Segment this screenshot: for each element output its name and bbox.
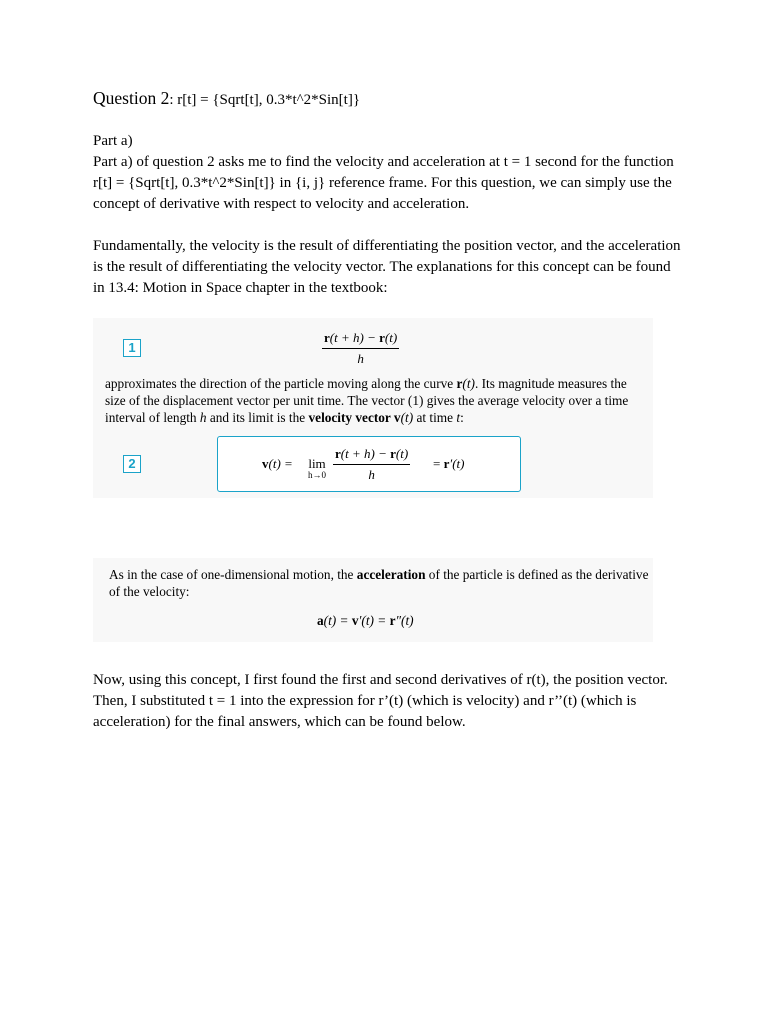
text-run: at time bbox=[413, 410, 457, 425]
fraction-numerator bbox=[322, 330, 399, 349]
velocity-definition-equation bbox=[217, 436, 521, 492]
equation-rhs bbox=[433, 456, 465, 472]
question-label: Question 2 bbox=[93, 88, 170, 108]
paragraph-method-text: Now, using this concept, I first found the first and second derivatives of r(t), the position vector. Then, I substituted t = 1 into the expression for r’(t) (which is velocity) and r’’(t) (which is acceleration) for the final answers, which can be found below. bbox=[93, 672, 668, 730]
limit-operator bbox=[308, 456, 326, 480]
text-run: : bbox=[460, 410, 464, 425]
vector-a: a bbox=[317, 613, 324, 628]
vector-r: r bbox=[389, 613, 396, 628]
equation-number-badge: 1 bbox=[123, 339, 141, 357]
text-run: ″(t) bbox=[395, 613, 414, 628]
textbook-paragraph bbox=[105, 375, 645, 426]
equation-number-badge: 2 bbox=[123, 455, 141, 473]
question-title bbox=[93, 88, 360, 109]
vector-r: r bbox=[335, 446, 341, 461]
limit-subscript: h→0 bbox=[308, 470, 326, 480]
numerator-part: (t) bbox=[384, 330, 398, 345]
equation-lhs bbox=[262, 456, 293, 472]
fraction-numerator bbox=[333, 446, 410, 465]
vector-v: v bbox=[390, 410, 401, 425]
text-run: ′(t) bbox=[449, 456, 465, 471]
textbook-excerpt-velocity bbox=[93, 318, 653, 498]
paragraph-concept-text: Fundamentally, the velocity is the result of differentiating the position vector, and the acceleration is the result of differentiating the velocity vector. The explanations for this concept can be found in 13.4: Motion in Space chapter in the textbook: bbox=[93, 238, 681, 296]
paragraph-concept bbox=[93, 236, 683, 299]
paragraph-intro bbox=[93, 152, 683, 215]
vector-r: r bbox=[390, 446, 396, 461]
text-run: and its limit is the bbox=[206, 410, 309, 425]
text-run: (t) = bbox=[323, 613, 352, 628]
acceleration-definition-equation bbox=[317, 613, 414, 629]
numerator-part: (t) bbox=[395, 446, 409, 461]
text-run: ′(t) = bbox=[358, 613, 390, 628]
text-run: As in the case of one-dimensional motion, the bbox=[109, 567, 357, 582]
text-run: (t) = bbox=[268, 456, 293, 471]
fraction-denominator: h bbox=[368, 467, 375, 482]
fraction-denominator: h bbox=[357, 351, 364, 366]
term-velocity-vector: velocity vector bbox=[308, 410, 391, 425]
variable-t: t bbox=[456, 410, 461, 425]
numerator-part: (t + h) − bbox=[329, 330, 380, 345]
text-run: approximates the direction of the particle moving along the curve bbox=[105, 376, 457, 391]
vector-r: r bbox=[456, 376, 463, 391]
text-run: (t) bbox=[400, 410, 414, 425]
textbook-paragraph bbox=[109, 566, 649, 600]
paragraph-intro-text: Part a) of question 2 asks me to find the velocity and acceleration at t = 1 second for the function r[t] = {Sqrt[t], 0.3*t^2*Sin[t]} in {i, j} reference frame. For this question, we can simply use the concept of derivative with respect to velocity and acceleration. bbox=[93, 154, 674, 212]
difference-quotient bbox=[322, 330, 399, 367]
question-function: : r[t] = {Sqrt[t], 0.3*t^2*Sin[t]} bbox=[169, 92, 361, 108]
vector-r: r bbox=[379, 330, 385, 345]
vector-r: r bbox=[324, 330, 330, 345]
part-a-heading: Part a) bbox=[93, 133, 133, 149]
vector-v: v bbox=[351, 613, 359, 628]
text-run: (t) bbox=[462, 376, 475, 391]
term-acceleration: acceleration bbox=[356, 567, 426, 582]
paragraph-method bbox=[93, 670, 683, 733]
variable-h: h bbox=[199, 410, 207, 425]
text-run: . Its magnitude measures the size of the displacement vector per unit time. The vector (1) gives the average velocity over a time interval of length bbox=[105, 376, 629, 425]
difference-quotient bbox=[333, 446, 410, 483]
vector-r: r bbox=[443, 456, 450, 471]
limit-text: lim bbox=[308, 456, 326, 471]
vector-v: v bbox=[262, 456, 269, 471]
textbook-excerpt-acceleration bbox=[93, 558, 653, 642]
text-run: = bbox=[433, 456, 444, 471]
numerator-part: (t + h) − bbox=[340, 446, 391, 461]
text-run: of the particle is defined as the derivative of the velocity: bbox=[109, 567, 649, 599]
